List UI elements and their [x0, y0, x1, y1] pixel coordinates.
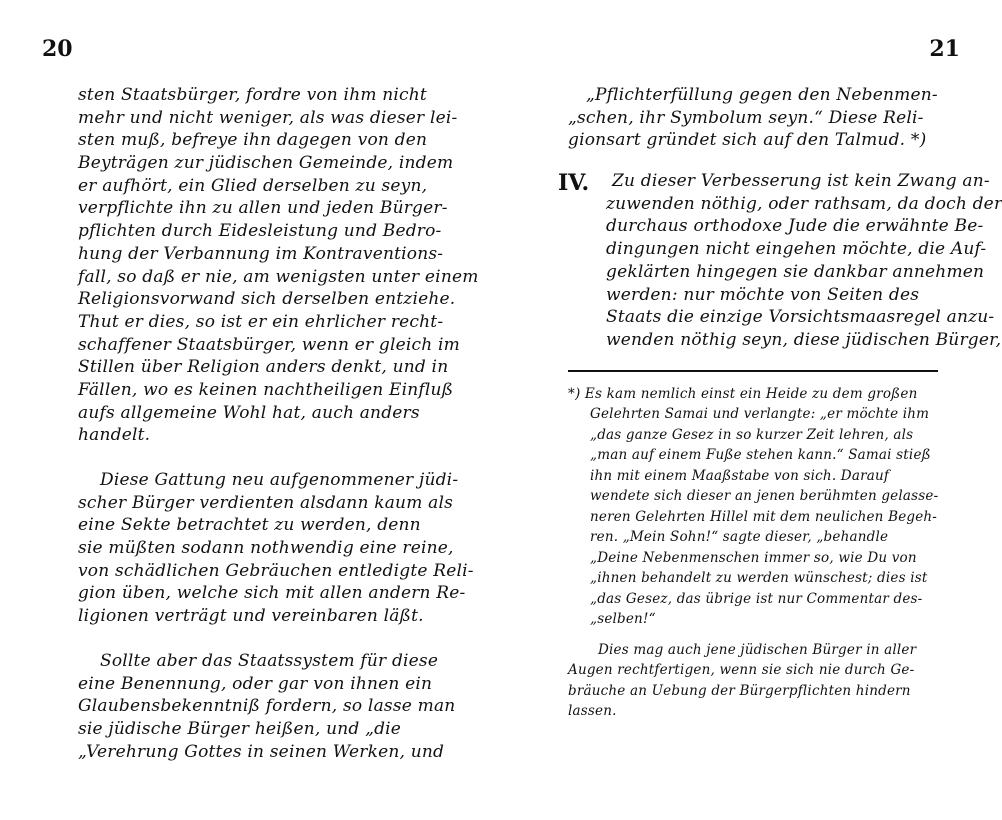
text-line: sie müßten sodann nothwendig eine reine, [78, 538, 454, 559]
text-line: „schen, ihr Symbolum seyn.“ Diese Reli- [568, 107, 924, 128]
text-line: „selben!“ [590, 611, 656, 628]
text-line: wenden nöthig seyn, diese jüdischen Bürger, [606, 329, 1002, 350]
text-line: ren. „Mein Sohn!“ sagte dieser, „behandle [590, 529, 889, 546]
text-line: Diese Gattung neu aufgenommener jüdi- [100, 470, 459, 490]
text-line: sten Staatsbürger, fordre von ihm nicht [78, 85, 427, 105]
text-line: eine Benennung, oder gar von ihnen ein [78, 673, 433, 694]
text-line: Glaubensbekenntniß fordern, so lasse man [78, 696, 456, 717]
text-line: gion üben, welche sich mit allen andern Re- [78, 583, 466, 604]
text-line: handelt. [78, 425, 151, 446]
text-line: Staats die einzige Vorsichtsmaasregel anzu- [606, 307, 995, 328]
text-line: Thut er dies, so ist er ein ehrlicher recht- [78, 311, 444, 332]
text-line: pflichten durch Eidesleistung und Bedro- [78, 221, 442, 242]
text-line: verpflichte ihn zu allen und jeden Bürger- [78, 198, 448, 219]
left-page-text [78, 84, 479, 763]
text-line: fall, so daß er nie, am wenigsten unter einem [78, 266, 479, 287]
text-line: „ihnen behandelt zu werden wünschest; dies ist [590, 570, 928, 587]
text-line: sten muß, befreye ihn dagegen von den [78, 130, 428, 151]
text-line: durchaus orthodoxe Jude die erwähnte Be- [606, 216, 984, 237]
text-line: Gelehrten Samai und verlangte: „er möchte ihm [590, 406, 930, 423]
paragraph [78, 650, 456, 763]
text-line: „das ganze Gesez in so kurzer Zeit lehren, als [590, 426, 914, 443]
text-line: „Pflichterfüllung gegen den Nebenmen- [586, 85, 938, 105]
text-line: hung der Verbannung im Kontraventions- [78, 243, 444, 264]
section-iv [558, 170, 1002, 352]
text-line: scher Bürger verdienten alsdann kaum als [78, 492, 454, 513]
text-line: Dies mag auch jene jüdischen Bürger in aller [598, 641, 917, 658]
text-line: ligionen verträgt und vereinbaren läßt. [78, 606, 424, 627]
text-line: Sollte aber das Staatssystem für diese [100, 650, 439, 671]
text-line: Fällen, wo es keinen nachtheiligen Einfluß [78, 379, 454, 400]
text-line: neren Gelehrten Hillel mit dem neulichen Begeh- [590, 508, 938, 525]
text-line: „Deine Nebenmenschen immer so, wie Du von [590, 549, 917, 566]
text-line: lassen. [568, 703, 617, 720]
text-line: Beyträgen zur jüdischen Gemeinde, indem [78, 153, 454, 174]
text-line: schaffener Staatsbürger, wenn er gleich im [78, 334, 460, 355]
text-line: bräuche an Uebung der Bürgerpflichten hindern [568, 682, 911, 699]
paragraph [568, 84, 946, 152]
text-line: mehr und nicht weniger, als was dieser lei- [78, 107, 458, 128]
section-marker: IV. [558, 170, 590, 197]
section-body [568, 193, 1002, 352]
text-line: werden: nur möchte von Seiten des [606, 284, 920, 305]
right-page-text [558, 84, 1002, 722]
footnote [568, 384, 946, 722]
text-line: „das Gesez, das übrige ist nur Commentar des- [590, 590, 923, 607]
text-line: aufs allgemeine Wohl hat, auch anders [78, 402, 420, 423]
footnote-divider [568, 370, 938, 372]
text-line: dingungen nicht eingehen möchte, die Auf- [606, 239, 987, 260]
paragraph [78, 84, 479, 447]
text-line: ihn mit einem Maaßstabe von sich. Darauf [590, 467, 890, 484]
text-line: eine Sekte betrachtet zu werden, denn [78, 515, 421, 536]
text-line: wendete sich dieser an jenen berühmten gelasse- [590, 488, 939, 505]
text-line: Stillen über Religion anders denkt, und in [78, 357, 449, 378]
text-line: geklärten hingegen sie dankbar annehmen [606, 261, 985, 282]
text-line: sie jüdische Bürger heißen, und „die [78, 718, 402, 739]
text-line: von schädlichen Gebräuchen entledigte Reli- [78, 560, 474, 581]
text-line: Augen rechtfertigen, wenn sie sich nie durch Ge- [568, 662, 915, 679]
paragraph [78, 469, 474, 628]
page-number-right: 21 [929, 36, 960, 62]
page-number-left: 20 [42, 36, 73, 62]
text-line: Zu dieser Verbesserung ist kein Zwang an- [612, 171, 990, 192]
text-line: gionsart gründet sich auf den Talmud. *) [568, 130, 927, 151]
text-line: *) Es kam nemlich einst ein Heide zu dem großen [568, 385, 918, 402]
text-line: „man auf einem Fuße stehen kann.“ Samai stieß [590, 447, 931, 464]
text-line: „Verehrung Gottes in seinen Werken, und [78, 741, 445, 762]
text-line: er aufhört, ein Glied derselben zu seyn, [78, 175, 428, 196]
text-line: zuwenden nöthig, oder rathsam, da doch der [606, 193, 1002, 214]
text-line: Religionsvorwand sich derselben entziehe. [78, 289, 456, 310]
